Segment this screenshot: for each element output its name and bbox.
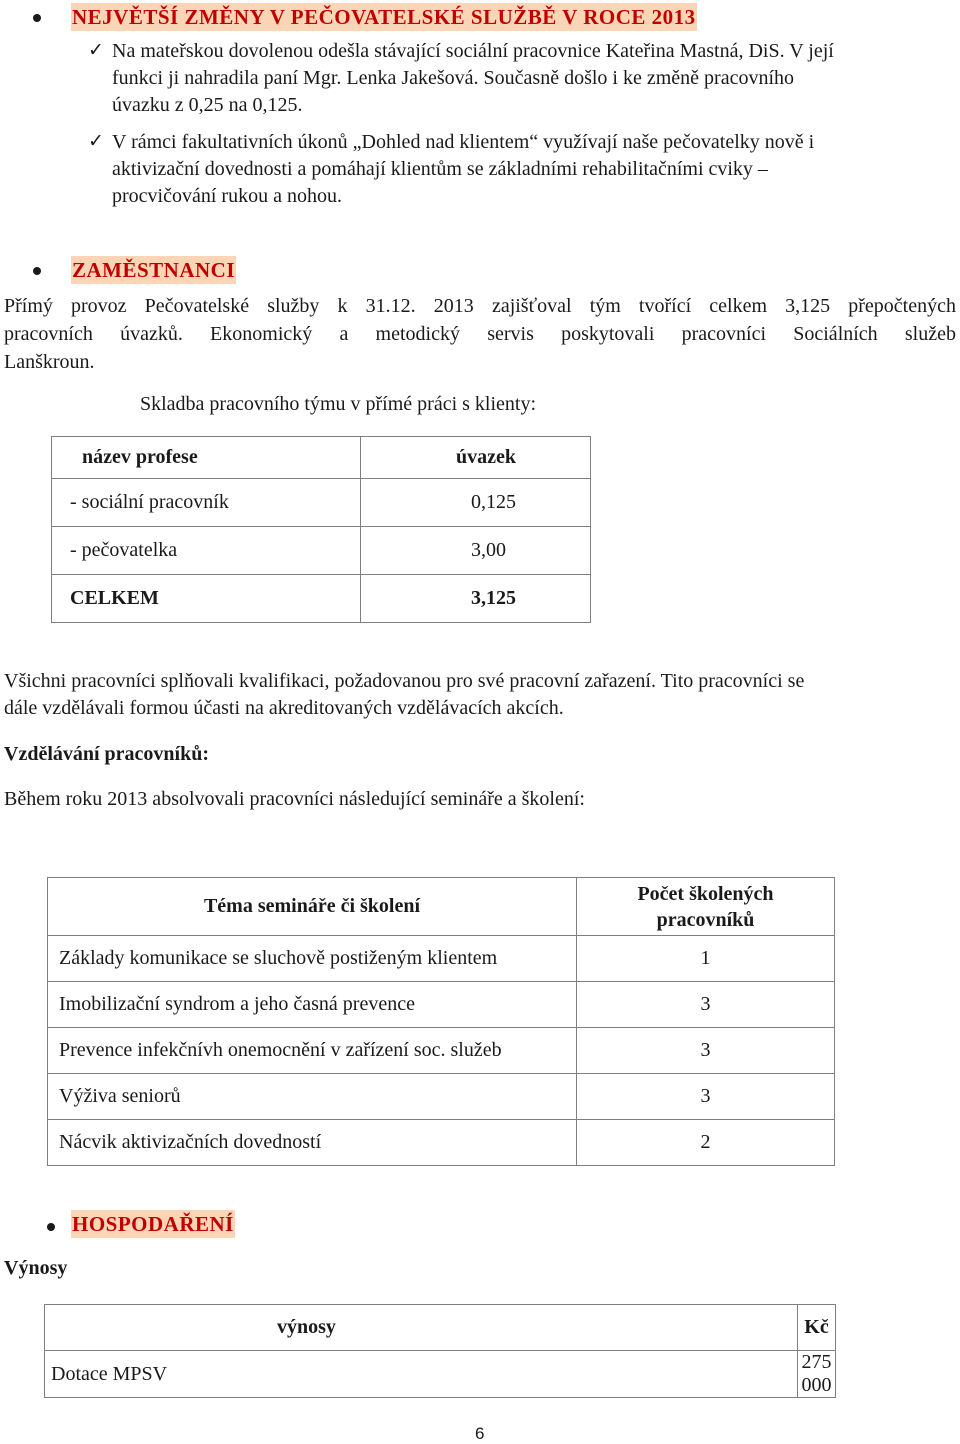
change-item-1 bbox=[112, 38, 912, 119]
table-row bbox=[48, 1120, 835, 1166]
education-intro: Během roku 2013 absolvovali pracovníci následující semináře a školení: bbox=[4, 788, 585, 810]
text-line: V rámci fakultativních úkonů „Dohled nad klientem“ využívají naše pečovatelky nově i bbox=[112, 131, 815, 153]
table-row bbox=[48, 982, 835, 1028]
text-line: úvazku z 0,25 na 0,125. bbox=[112, 94, 303, 116]
team-cell-fte: 0,125 bbox=[361, 479, 591, 527]
text-line: Všichni pracovníci splňovali kvalifikaci, požadovanou pro své pracovní zařazení. Tito pracovníci se bbox=[4, 670, 805, 692]
team-cell-total-label: CELKEM bbox=[52, 575, 361, 623]
revenue-subheading: Výnosy bbox=[4, 1257, 68, 1279]
section-heading-employees: ZAMĚSTNANCI bbox=[72, 258, 236, 282]
bullet-icon bbox=[47, 1223, 55, 1231]
team-cell-profession: - pečovatelka bbox=[52, 527, 361, 575]
table-row-total bbox=[52, 575, 591, 623]
text-line: pracovních úvazků. Ekonomický a metodický servis poskytovali pracovníci Sociálních služeb bbox=[4, 323, 956, 345]
training-cell-count: 3 bbox=[577, 1028, 835, 1074]
revenue-cell-item: Dotace MPSV bbox=[45, 1351, 798, 1398]
training-col-header-topic: Téma semináře či školení bbox=[48, 878, 577, 936]
education-heading: Vzdělávání pracovníků: bbox=[4, 743, 210, 765]
training-cell-topic: Prevence infekčnívh onemocnění v zařízení soc. služeb bbox=[48, 1028, 577, 1074]
table-row bbox=[52, 527, 591, 575]
team-cell-total-value: 3,125 bbox=[361, 575, 591, 623]
text-line: aktivizační dovednosti a pomáhají klientům se základními rehabilitačními cviky – bbox=[112, 158, 768, 180]
change-item-2 bbox=[112, 129, 932, 210]
training-cell-topic: Základy komunikace se sluchově postiženým klientem bbox=[48, 936, 577, 982]
training-table bbox=[47, 877, 835, 1166]
team-table-caption: Skladba pracovního týmu v přímé práci s klienty: bbox=[140, 393, 537, 415]
page-number: 6 bbox=[475, 1424, 485, 1443]
team-cell-profession: - sociální pracovník bbox=[52, 479, 361, 527]
table-row bbox=[48, 1028, 835, 1074]
revenue-cell-amount: 275 000 bbox=[798, 1351, 836, 1398]
employees-intro bbox=[4, 292, 956, 376]
training-cell-count: 2 bbox=[577, 1120, 835, 1166]
table-row bbox=[48, 936, 835, 982]
checkmark-icon: ✓ bbox=[88, 39, 104, 61]
section-heading-changes: NEJVĚTŠÍ ZMĚNY V PEČOVATELSKÉ SLUŽBĚ V ROCE 2013 bbox=[72, 5, 696, 29]
section-heading-finance: HOSPODAŘENÍ bbox=[72, 1212, 234, 1236]
bullet-icon bbox=[33, 14, 41, 22]
training-cell-count: 3 bbox=[577, 1074, 835, 1120]
team-col-header-fte: úvazek bbox=[361, 437, 591, 479]
training-col-header-count: Počet školených pracovníků bbox=[577, 878, 835, 936]
team-table bbox=[51, 436, 591, 623]
revenue-col-header-amount: Kč bbox=[798, 1305, 836, 1351]
training-cell-count: 1 bbox=[577, 936, 835, 982]
text-line: Na mateřskou dovolenou odešla stávající sociální pracovnice Kateřina Mastná, DiS. V její bbox=[112, 40, 834, 62]
revenue-table bbox=[44, 1304, 836, 1398]
qualification-text bbox=[4, 668, 956, 722]
text-line: procvičování rukou a nohou. bbox=[112, 185, 342, 207]
table-row bbox=[48, 1074, 835, 1120]
checkmark-icon: ✓ bbox=[88, 130, 104, 152]
table-row bbox=[45, 1351, 836, 1398]
revenue-col-header-item: výnosy bbox=[45, 1305, 798, 1351]
text-line: Přímý provoz Pečovatelské služby k 31.12. 2013 zajišťoval tým tvořící celkem 3,125 přepočtených bbox=[4, 295, 956, 317]
text-line: funkci ji nahradila paní Mgr. Lenka Jakešová. Současně došlo i ke změně pracovního bbox=[112, 67, 795, 89]
training-cell-topic: Imobilizační syndrom a jeho časná prevence bbox=[48, 982, 577, 1028]
training-cell-topic: Výživa seniorů bbox=[48, 1074, 577, 1120]
bullet-icon bbox=[33, 267, 41, 275]
text-line: dále vzdělávali formou účasti na akreditovaných vzdělávacích akcích. bbox=[4, 697, 564, 719]
training-cell-count: 3 bbox=[577, 982, 835, 1028]
team-cell-fte: 3,00 bbox=[361, 527, 591, 575]
table-row bbox=[52, 479, 591, 527]
training-cell-topic: Nácvik aktivizačních dovedností bbox=[48, 1120, 577, 1166]
text-line: Lanškroun. bbox=[4, 351, 95, 373]
team-col-header-profession: název profese bbox=[52, 437, 361, 479]
